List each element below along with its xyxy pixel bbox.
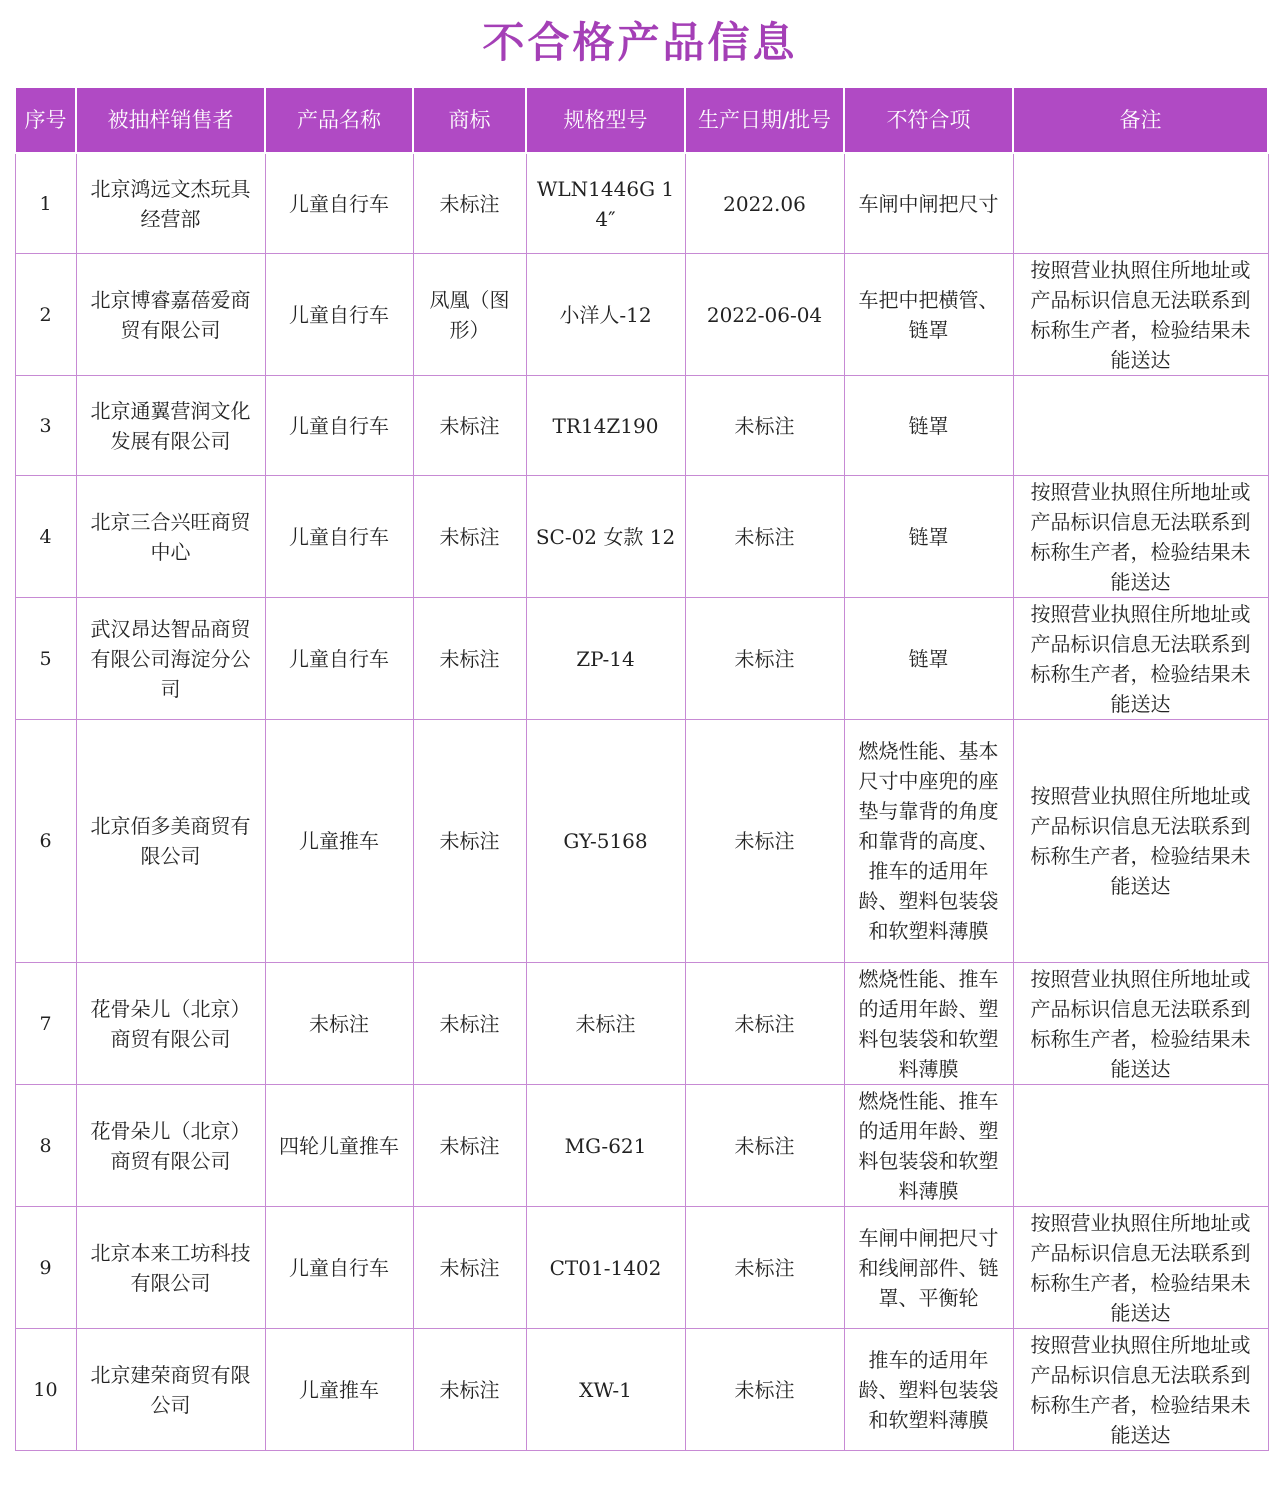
header-note: 备注 (1013, 87, 1268, 153)
cell-index: 7 (15, 963, 76, 1085)
unqualified-products-table (14, 86, 1269, 1451)
cell-note: 按照营业执照住所地址或产品标识信息无法联系到标称生产者，检验结果未能送达 (1013, 1207, 1268, 1329)
table-row (15, 963, 1268, 1085)
cell-note: 按照营业执照住所地址或产品标识信息无法联系到标称生产者，检验结果未能送达 (1013, 476, 1268, 598)
cell-brand: 未标注 (413, 1207, 526, 1329)
cell-seller: 北京佰多美商贸有限公司 (76, 720, 265, 963)
header-index: 序号 (15, 87, 76, 153)
page-title: 不合格产品信息 (482, 18, 798, 67)
cell-seller: 北京建荣商贸有限公司 (76, 1329, 265, 1451)
cell-issue: 车把中把横管、链罩 (844, 254, 1013, 376)
cell-index: 3 (15, 376, 76, 476)
cell-product: 儿童推车 (265, 1329, 413, 1451)
cell-seller: 北京通翼营润文化发展有限公司 (76, 376, 265, 476)
cell-note: 按照营业执照住所地址或产品标识信息无法联系到标称生产者，检验结果未能送达 (1013, 598, 1268, 720)
header-date: 生产日期/批号 (685, 87, 844, 153)
cell-date: 2022.06 (685, 153, 844, 254)
cell-product: 儿童自行车 (265, 1207, 413, 1329)
cell-note (1013, 1085, 1268, 1207)
table-row (15, 153, 1268, 254)
cell-model: SC-02 女款 12 (526, 476, 685, 598)
cell-product: 儿童自行车 (265, 376, 413, 476)
cell-seller: 北京本来工坊科技有限公司 (76, 1207, 265, 1329)
header-model: 规格型号 (526, 87, 685, 153)
cell-note: 按照营业执照住所地址或产品标识信息无法联系到标称生产者，检验结果未能送达 (1013, 1329, 1268, 1451)
cell-index: 5 (15, 598, 76, 720)
table-row (15, 254, 1268, 376)
header-product: 产品名称 (265, 87, 413, 153)
cell-note: 按照营业执照住所地址或产品标识信息无法联系到标称生产者，检验结果未能送达 (1013, 254, 1268, 376)
cell-index: 1 (15, 153, 76, 254)
cell-date: 未标注 (685, 1085, 844, 1207)
cell-seller: 花骨朵儿（北京）商贸有限公司 (76, 1085, 265, 1207)
cell-date: 未标注 (685, 376, 844, 476)
cell-note: 按照营业执照住所地址或产品标识信息无法联系到标称生产者，检验结果未能送达 (1013, 963, 1268, 1085)
cell-product: 儿童自行车 (265, 476, 413, 598)
cell-date: 未标注 (685, 1207, 844, 1329)
cell-index: 10 (15, 1329, 76, 1451)
cell-issue: 车闸中闸把尺寸 (844, 153, 1013, 254)
cell-note (1013, 376, 1268, 476)
cell-issue: 链罩 (844, 598, 1013, 720)
cell-brand: 未标注 (413, 1085, 526, 1207)
cell-model: MG-621 (526, 1085, 685, 1207)
table-row (15, 1207, 1268, 1329)
cell-index: 6 (15, 720, 76, 963)
cell-brand: 未标注 (413, 598, 526, 720)
table-row (15, 1085, 1268, 1207)
cell-date: 未标注 (685, 476, 844, 598)
cell-index: 2 (15, 254, 76, 376)
cell-index: 8 (15, 1085, 76, 1207)
cell-note: 按照营业执照住所地址或产品标识信息无法联系到标称生产者，检验结果未能送达 (1013, 720, 1268, 963)
cell-model: ZP-14 (526, 598, 685, 720)
header-brand: 商标 (413, 87, 526, 153)
cell-brand: 未标注 (413, 376, 526, 476)
cell-brand: 未标注 (413, 720, 526, 963)
cell-date: 未标注 (685, 963, 844, 1085)
cell-product: 四轮儿童推车 (265, 1085, 413, 1207)
cell-issue: 推车的适用年龄、塑料包装袋和软塑料薄膜 (844, 1329, 1013, 1451)
cell-product: 儿童自行车 (265, 598, 413, 720)
cell-model: XW-1 (526, 1329, 685, 1451)
table-row (15, 720, 1268, 963)
cell-model: 小洋人-12 (526, 254, 685, 376)
table-row (15, 598, 1268, 720)
cell-date: 未标注 (685, 1329, 844, 1451)
cell-index: 4 (15, 476, 76, 598)
table-header-row (15, 87, 1268, 153)
cell-brand: 未标注 (413, 1329, 526, 1451)
cell-issue: 链罩 (844, 376, 1013, 476)
cell-issue: 燃烧性能、推车的适用年龄、塑料包装袋和软塑料薄膜 (844, 1085, 1013, 1207)
cell-date: 2022-06-04 (685, 254, 844, 376)
cell-model: CT01-1402 (526, 1207, 685, 1329)
cell-model: 未标注 (526, 963, 685, 1085)
cell-index: 9 (15, 1207, 76, 1329)
table-row (15, 376, 1268, 476)
cell-brand: 未标注 (413, 153, 526, 254)
cell-seller: 北京鸿远文杰玩具经营部 (76, 153, 265, 254)
cell-product: 儿童推车 (265, 720, 413, 963)
cell-note (1013, 153, 1268, 254)
cell-brand: 凤凰（图形） (413, 254, 526, 376)
cell-model: TR14Z190 (526, 376, 685, 476)
cell-brand: 未标注 (413, 963, 526, 1085)
table-row (15, 476, 1268, 598)
header-issue: 不符合项 (844, 87, 1013, 153)
cell-model: WLN1446G 14″ (526, 153, 685, 254)
table-row (15, 1329, 1268, 1451)
cell-date: 未标注 (685, 598, 844, 720)
cell-product: 未标注 (265, 963, 413, 1085)
cell-model: GY-5168 (526, 720, 685, 963)
cell-product: 儿童自行车 (265, 153, 413, 254)
cell-issue: 车闸中闸把尺寸和线闸部件、链罩、平衡轮 (844, 1207, 1013, 1329)
cell-seller: 武汉昂达智品商贸有限公司海淀分公司 (76, 598, 265, 720)
cell-seller: 花骨朵儿（北京）商贸有限公司 (76, 963, 265, 1085)
cell-product: 儿童自行车 (265, 254, 413, 376)
cell-date: 未标注 (685, 720, 844, 963)
cell-issue: 链罩 (844, 476, 1013, 598)
cell-issue: 燃烧性能、基本尺寸中座兜的座垫与靠背的角度和靠背的高度、推车的适用年龄、塑料包装袋和软塑料薄膜 (844, 720, 1013, 963)
cell-seller: 北京博睿嘉蓓爱商贸有限公司 (76, 254, 265, 376)
cell-brand: 未标注 (413, 476, 526, 598)
header-seller: 被抽样销售者 (76, 87, 265, 153)
cell-seller: 北京三合兴旺商贸中心 (76, 476, 265, 598)
cell-issue: 燃烧性能、推车的适用年龄、塑料包装袋和软塑料薄膜 (844, 963, 1013, 1085)
